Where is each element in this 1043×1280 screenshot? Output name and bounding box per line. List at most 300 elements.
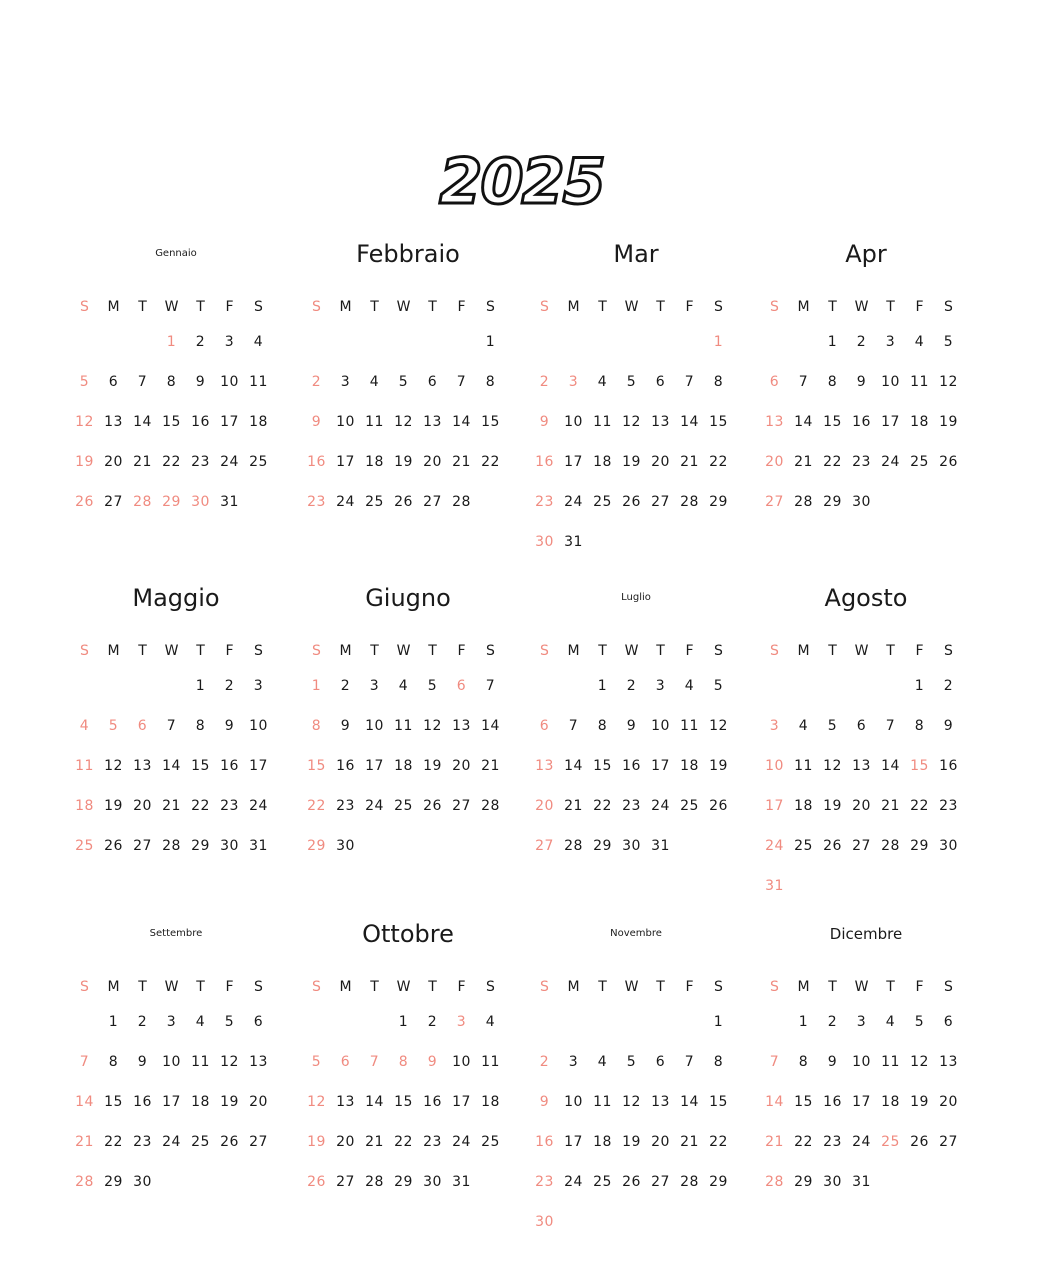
day-cell: 20	[651, 454, 670, 470]
day-cell: 28	[680, 494, 699, 510]
empty-cell	[847, 666, 876, 706]
day-cell: 18	[910, 414, 929, 430]
day-cell: 7	[684, 1054, 695, 1070]
weekday-label: T	[370, 299, 379, 315]
day-cell: 21	[765, 1134, 784, 1150]
day-cell: 5	[914, 1014, 925, 1030]
day-cell: 31	[220, 494, 239, 510]
week-row	[70, 482, 282, 522]
year-title: 2025	[439, 145, 604, 218]
day-cell: 29	[307, 838, 326, 854]
day-cell: 11	[481, 1054, 500, 1070]
weekday-label: T	[428, 979, 437, 995]
day-cell: 14	[481, 718, 500, 734]
day-cell: 6	[539, 718, 550, 734]
day-cell: 16	[191, 414, 210, 430]
empty-cell	[418, 322, 447, 362]
day-cell: 19	[104, 798, 123, 814]
day-cell: 16	[622, 758, 641, 774]
weekday-label: S	[714, 643, 723, 659]
day-cell: 11	[593, 414, 612, 430]
day-cell: 23	[191, 454, 210, 470]
day-cell: 4	[79, 718, 90, 734]
day-cell: 31	[651, 838, 670, 854]
day-cell: 23	[220, 798, 239, 814]
day-cell: 4	[597, 374, 608, 390]
weekday-label: M	[107, 979, 120, 995]
day-cell: 22	[104, 1134, 123, 1150]
day-cell: 3	[224, 334, 235, 350]
day-cell: 31	[564, 534, 583, 550]
weekday-header	[70, 972, 282, 1002]
day-cell: 7	[79, 1054, 90, 1070]
day-cell: 27	[651, 494, 670, 510]
empty-cell	[331, 322, 360, 362]
day-cell: 22	[394, 1134, 413, 1150]
weekday-label: F	[457, 299, 466, 315]
day-cell: 17	[365, 758, 384, 774]
weekday-label: F	[225, 299, 234, 315]
day-cell: 4	[398, 678, 409, 694]
day-cell: 17	[162, 1094, 181, 1110]
day-cell: 6	[427, 374, 438, 390]
day-cell: 8	[597, 718, 608, 734]
day-cell: 18	[481, 1094, 500, 1110]
empty-cell	[157, 666, 186, 706]
day-cell: 5	[224, 1014, 235, 1030]
day-cell: 17	[651, 758, 670, 774]
day-cell: 12	[307, 1094, 326, 1110]
day-cell: 30	[423, 1174, 442, 1190]
weekday-label: S	[80, 299, 89, 315]
day-cell: 6	[856, 718, 867, 734]
day-cell: 18	[75, 798, 94, 814]
day-cell: 24	[564, 494, 583, 510]
day-cell: 19	[622, 454, 641, 470]
day-cell: 4	[195, 1014, 206, 1030]
week-row	[70, 706, 282, 746]
day-cell: 23	[535, 1174, 554, 1190]
day-cell: 30	[133, 1174, 152, 1190]
weekday-label: T	[886, 299, 895, 315]
day-cell: 22	[823, 454, 842, 470]
week-row	[530, 1042, 742, 1082]
day-cell: 3	[456, 1014, 467, 1030]
month-mar	[530, 228, 742, 562]
empty-cell	[128, 322, 157, 362]
day-cell: 30	[535, 534, 554, 550]
week-row	[530, 746, 742, 786]
weekday-header	[760, 292, 972, 322]
week-row	[530, 322, 742, 362]
day-cell: 16	[535, 454, 554, 470]
day-cell: 16	[133, 1094, 152, 1110]
day-cell: 9	[427, 1054, 438, 1070]
week-row	[760, 746, 972, 786]
day-cell: 25	[593, 1174, 612, 1190]
empty-cell	[675, 322, 704, 362]
week-row	[530, 666, 742, 706]
day-cell: 18	[249, 414, 268, 430]
day-cell: 1	[597, 678, 608, 694]
weekday-header	[760, 636, 972, 666]
day-cell: 12	[910, 1054, 929, 1070]
day-cell: 9	[311, 414, 322, 430]
day-cell: 21	[680, 1134, 699, 1150]
day-cell: 24	[651, 798, 670, 814]
day-cell: 19	[307, 1134, 326, 1150]
month-gennaio	[70, 228, 282, 522]
day-cell: 21	[452, 454, 471, 470]
day-cell: 2	[856, 334, 867, 350]
weekday-label: M	[339, 299, 352, 315]
day-cell: 13	[765, 414, 784, 430]
day-cell: 24	[162, 1134, 181, 1150]
day-cell: 8	[485, 374, 496, 390]
day-cell: 7	[568, 718, 579, 734]
day-cell: 3	[568, 1054, 579, 1070]
day-cell: 1	[166, 334, 177, 350]
day-cell: 4	[914, 334, 925, 350]
day-cell: 14	[133, 414, 152, 430]
day-cell: 27	[104, 494, 123, 510]
day-cell: 26	[939, 454, 958, 470]
month-giugno	[302, 572, 514, 866]
weekday-label: T	[138, 643, 147, 659]
day-cell: 4	[684, 678, 695, 694]
day-cell: 1	[914, 678, 925, 694]
day-cell: 14	[680, 1094, 699, 1110]
week-row	[302, 706, 514, 746]
weekday-header	[302, 972, 514, 1002]
week-row	[70, 402, 282, 442]
day-cell: 25	[910, 454, 929, 470]
empty-cell	[789, 322, 818, 362]
day-cell: 22	[481, 454, 500, 470]
weekday-label: T	[138, 299, 147, 315]
day-cell: 8	[914, 718, 925, 734]
day-cell: 23	[939, 798, 958, 814]
weekday-label: S	[312, 979, 321, 995]
day-cell: 6	[253, 1014, 264, 1030]
week-row	[760, 1042, 972, 1082]
weekday-label: F	[915, 643, 924, 659]
weekday-label: S	[540, 643, 549, 659]
day-cell: 26	[823, 838, 842, 854]
weekday-label: F	[457, 979, 466, 995]
day-cell: 25	[481, 1134, 500, 1150]
weekday-label: M	[567, 299, 580, 315]
day-cell: 18	[593, 454, 612, 470]
weekday-label: S	[540, 979, 549, 995]
week-row	[760, 786, 972, 826]
day-cell: 22	[191, 798, 210, 814]
weekday-header	[530, 636, 742, 666]
day-cell: 5	[79, 374, 90, 390]
day-cell: 13	[336, 1094, 355, 1110]
day-cell: 18	[394, 758, 413, 774]
week-row	[530, 362, 742, 402]
day-cell: 19	[394, 454, 413, 470]
day-cell: 8	[108, 1054, 119, 1070]
month-title: Mar	[613, 240, 659, 268]
weekday-header	[302, 292, 514, 322]
day-cell: 10	[765, 758, 784, 774]
weekday-label: S	[944, 979, 953, 995]
day-cell: 13	[104, 414, 123, 430]
day-cell: 18	[593, 1134, 612, 1150]
day-cell: 27	[765, 494, 784, 510]
day-cell: 31	[765, 878, 784, 894]
week-row	[760, 866, 972, 906]
day-cell: 18	[881, 1094, 900, 1110]
empty-cell	[530, 322, 559, 362]
weekday-label: S	[254, 299, 263, 315]
weekday-label: T	[828, 979, 837, 995]
day-cell: 21	[75, 1134, 94, 1150]
week-row	[70, 322, 282, 362]
day-cell: 1	[485, 334, 496, 350]
day-cell: 7	[485, 678, 496, 694]
day-cell: 25	[593, 494, 612, 510]
day-cell: 8	[311, 718, 322, 734]
day-cell: 23	[622, 798, 641, 814]
weekday-label: S	[770, 299, 779, 315]
week-row	[70, 362, 282, 402]
day-cell: 23	[307, 494, 326, 510]
weekday-label: M	[339, 643, 352, 659]
day-cell: 2	[827, 1014, 838, 1030]
day-cell: 7	[166, 718, 177, 734]
day-cell: 17	[564, 454, 583, 470]
week-row	[302, 1122, 514, 1162]
week-row	[760, 322, 972, 362]
day-cell: 27	[651, 1174, 670, 1190]
week-row	[70, 826, 282, 866]
day-cell: 22	[307, 798, 326, 814]
week-row	[70, 442, 282, 482]
day-cell: 15	[394, 1094, 413, 1110]
day-cell: 21	[365, 1134, 384, 1150]
day-cell: 13	[651, 414, 670, 430]
week-row	[302, 786, 514, 826]
day-cell: 27	[336, 1174, 355, 1190]
day-cell: 10	[881, 374, 900, 390]
day-cell: 15	[709, 414, 728, 430]
day-cell: 18	[794, 798, 813, 814]
weekday-label: S	[486, 299, 495, 315]
week-row	[302, 666, 514, 706]
day-cell: 5	[827, 718, 838, 734]
weekday-label: T	[598, 643, 607, 659]
day-cell: 30	[535, 1214, 554, 1230]
empty-cell	[302, 322, 331, 362]
month-title: Febbraio	[356, 240, 460, 268]
day-cell: 23	[336, 798, 355, 814]
weekday-label: M	[797, 299, 810, 315]
day-cell: 27	[535, 838, 554, 854]
week-row	[302, 1082, 514, 1122]
day-cell: 15	[104, 1094, 123, 1110]
month-title: Ottobre	[362, 920, 454, 948]
day-cell: 20	[104, 454, 123, 470]
day-cell: 17	[220, 414, 239, 430]
day-cell: 20	[651, 1134, 670, 1150]
week-row	[530, 482, 742, 522]
weekday-label: M	[107, 299, 120, 315]
week-row	[70, 746, 282, 786]
day-cell: 4	[885, 1014, 896, 1030]
week-row	[760, 706, 972, 746]
day-cell: 11	[191, 1054, 210, 1070]
day-cell: 23	[852, 454, 871, 470]
empty-cell	[360, 322, 389, 362]
empty-cell	[675, 1002, 704, 1042]
day-cell: 12	[823, 758, 842, 774]
empty-cell	[128, 666, 157, 706]
day-cell: 25	[249, 454, 268, 470]
empty-cell	[447, 322, 476, 362]
empty-cell	[70, 666, 99, 706]
week-row	[760, 442, 972, 482]
day-cell: 19	[910, 1094, 929, 1110]
day-cell: 15	[823, 414, 842, 430]
day-cell: 10	[336, 414, 355, 430]
month-luglio	[530, 572, 742, 866]
day-cell: 17	[336, 454, 355, 470]
day-cell: 9	[539, 414, 550, 430]
day-cell: 8	[398, 1054, 409, 1070]
empty-cell	[360, 1002, 389, 1042]
day-cell: 16	[823, 1094, 842, 1110]
day-cell: 9	[340, 718, 351, 734]
week-row	[302, 322, 514, 362]
day-cell: 16	[535, 1134, 554, 1150]
day-cell: 13	[452, 718, 471, 734]
week-row	[530, 826, 742, 866]
day-cell: 22	[593, 798, 612, 814]
day-cell: 12	[394, 414, 413, 430]
day-cell: 29	[191, 838, 210, 854]
day-cell: 13	[423, 414, 442, 430]
day-cell: 9	[856, 374, 867, 390]
day-cell: 12	[622, 414, 641, 430]
day-cell: 19	[823, 798, 842, 814]
day-cell: 19	[622, 1134, 641, 1150]
weekday-label: S	[540, 299, 549, 315]
weekday-label: M	[797, 643, 810, 659]
day-cell: 17	[249, 758, 268, 774]
day-cell: 13	[249, 1054, 268, 1070]
empty-cell	[760, 322, 789, 362]
day-cell: 30	[191, 494, 210, 510]
day-cell: 10	[651, 718, 670, 734]
day-cell: 25	[881, 1134, 900, 1150]
day-cell: 22	[910, 798, 929, 814]
day-cell: 21	[794, 454, 813, 470]
empty-cell	[617, 1002, 646, 1042]
day-cell: 9	[137, 1054, 148, 1070]
day-cell: 14	[564, 758, 583, 774]
day-cell: 29	[709, 1174, 728, 1190]
empty-cell	[760, 666, 789, 706]
day-cell: 3	[885, 334, 896, 350]
weekday-header	[760, 972, 972, 1002]
day-cell: 5	[311, 1054, 322, 1070]
day-cell: 28	[75, 1174, 94, 1190]
weekday-label: M	[567, 979, 580, 995]
day-cell: 24	[220, 454, 239, 470]
day-cell: 24	[852, 1134, 871, 1150]
day-cell: 7	[798, 374, 809, 390]
empty-cell	[530, 1002, 559, 1042]
day-cell: 30	[939, 838, 958, 854]
week-row	[530, 442, 742, 482]
day-cell: 30	[622, 838, 641, 854]
day-cell: 10	[365, 718, 384, 734]
day-cell: 7	[684, 374, 695, 390]
day-cell: 17	[564, 1134, 583, 1150]
day-cell: 28	[794, 494, 813, 510]
week-row	[302, 1002, 514, 1042]
week-row	[530, 706, 742, 746]
day-cell: 24	[881, 454, 900, 470]
weekday-label: T	[428, 643, 437, 659]
day-cell: 14	[162, 758, 181, 774]
month-novembre	[530, 908, 742, 1242]
weekday-label: S	[486, 643, 495, 659]
month-ottobre	[302, 908, 514, 1202]
day-cell: 26	[910, 1134, 929, 1150]
day-cell: 26	[220, 1134, 239, 1150]
day-cell: 2	[626, 678, 637, 694]
week-row	[302, 1042, 514, 1082]
day-cell: 20	[452, 758, 471, 774]
day-cell: 16	[939, 758, 958, 774]
week-row	[70, 666, 282, 706]
week-row	[530, 1122, 742, 1162]
day-cell: 18	[191, 1094, 210, 1110]
day-cell: 29	[104, 1174, 123, 1190]
weekday-label: W	[396, 979, 411, 995]
day-cell: 21	[680, 454, 699, 470]
weekday-label: M	[107, 643, 120, 659]
day-cell: 1	[713, 1014, 724, 1030]
day-cell: 15	[709, 1094, 728, 1110]
day-cell: 15	[481, 414, 500, 430]
week-row	[70, 786, 282, 826]
day-cell: 14	[765, 1094, 784, 1110]
day-cell: 10	[452, 1054, 471, 1070]
day-cell: 13	[133, 758, 152, 774]
day-cell: 30	[220, 838, 239, 854]
month-title: Agosto	[824, 584, 908, 612]
day-cell: 20	[133, 798, 152, 814]
week-row	[302, 442, 514, 482]
day-cell: 15	[593, 758, 612, 774]
weekday-label: T	[886, 643, 895, 659]
day-cell: 3	[369, 678, 380, 694]
day-cell: 28	[133, 494, 152, 510]
day-cell: 17	[881, 414, 900, 430]
empty-cell	[789, 666, 818, 706]
day-cell: 7	[369, 1054, 380, 1070]
weekday-label: W	[624, 979, 639, 995]
weekday-label: T	[196, 299, 205, 315]
day-cell: 14	[881, 758, 900, 774]
day-cell: 20	[535, 798, 554, 814]
week-row	[760, 1082, 972, 1122]
